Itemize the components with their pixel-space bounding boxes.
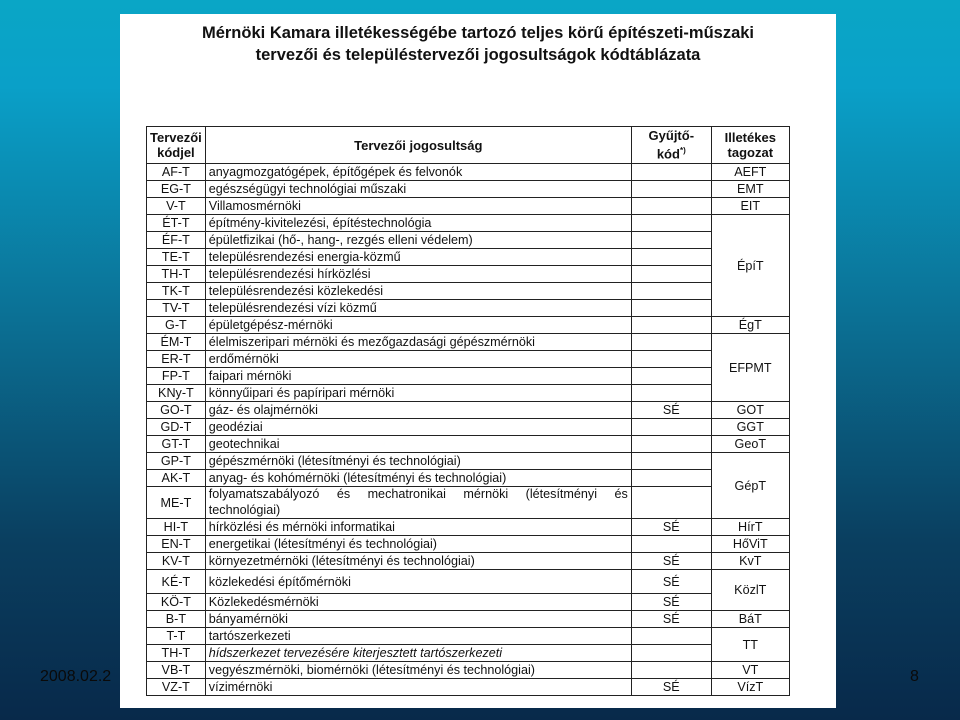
permissions-code-table — [146, 126, 790, 696]
row-section: BáT — [711, 611, 789, 628]
table-row — [147, 368, 790, 385]
row-code: KÉ-T — [147, 570, 206, 594]
row-permission: településrendezési energia-közmű — [205, 249, 631, 266]
row-code: ME-T — [147, 487, 206, 519]
table-row — [147, 317, 790, 334]
row-permission: környezetmérnöki (létesítményi és technológiai) — [205, 553, 631, 570]
row-code: GD-T — [147, 419, 206, 436]
row-collective — [631, 334, 711, 351]
table-row — [147, 611, 790, 628]
row-section: ÉgT — [711, 317, 789, 334]
table-row — [147, 594, 790, 611]
row-section: GGT — [711, 419, 789, 436]
row-collective — [631, 419, 711, 436]
row-permission: közlekedési építőmérnöki — [205, 570, 631, 594]
table-row — [147, 351, 790, 368]
document-title — [120, 22, 836, 66]
row-section: KözlT — [711, 570, 789, 611]
slide-date: 2008.02.2 — [40, 668, 112, 685]
row-code: TH-T — [147, 645, 206, 662]
row-permission: településrendezési hírközlési — [205, 266, 631, 283]
header-collective — [631, 127, 711, 164]
row-section: GépT — [711, 453, 789, 519]
row-code: TE-T — [147, 249, 206, 266]
row-section: ÉpíT — [711, 215, 789, 317]
row-code: TH-T — [147, 266, 206, 283]
row-code: ÉT-T — [147, 215, 206, 232]
slide-page-number: 8 — [910, 668, 919, 685]
title-line-1: Mérnöki Kamara illetékességébe tartozó teljes körű építészeti-műszaki — [201, 24, 755, 42]
row-collective: SÉ — [631, 570, 711, 594]
row-permission: gépészmérnöki (létesítményi és technológiai) — [205, 453, 631, 470]
table-row — [147, 215, 790, 232]
table-row — [147, 453, 790, 470]
row-section: VT — [711, 662, 789, 679]
row-permission: egészségügyi technológiai műszaki — [205, 181, 631, 198]
table-row — [147, 249, 790, 266]
row-section: GeoT — [711, 436, 789, 453]
row-permission: élelmiszeripari mérnöki és mezőgazdasági gépészmérnöki — [205, 334, 631, 351]
row-collective: SÉ — [631, 594, 711, 611]
table-row — [147, 645, 790, 662]
row-collective: SÉ — [631, 553, 711, 570]
row-collective — [631, 453, 711, 470]
table-row — [147, 385, 790, 402]
row-permission: anyag- és kohómérnöki (létesítményi és technológiai) — [205, 470, 631, 487]
row-code: B-T — [147, 611, 206, 628]
row-code: TK-T — [147, 283, 206, 300]
row-permission: hídszerkezet tervezésére kiterjesztett tartószerkezeti — [205, 645, 631, 662]
row-permission: folyamatszabályozó és mechatronikai mérnöki (létesítményi és technológiai) — [205, 487, 631, 519]
row-section: TT — [711, 628, 789, 662]
row-code: TV-T — [147, 300, 206, 317]
row-code: FP-T — [147, 368, 206, 385]
row-collective — [631, 487, 711, 519]
row-code: AK-T — [147, 470, 206, 487]
row-code: T-T — [147, 628, 206, 645]
row-code: EN-T — [147, 536, 206, 553]
table-row — [147, 536, 790, 553]
table-row — [147, 662, 790, 679]
row-collective — [631, 198, 711, 215]
row-permission: településrendezési vízi közmű — [205, 300, 631, 317]
row-collective: SÉ — [631, 519, 711, 536]
row-code: HI-T — [147, 519, 206, 536]
row-collective — [631, 181, 711, 198]
row-collective — [631, 249, 711, 266]
row-code: KNy-T — [147, 385, 206, 402]
header-collective-label: Gyűjtő-kód — [648, 128, 695, 162]
table-row — [147, 419, 790, 436]
row-code: KÖ-T — [147, 594, 206, 611]
table-header-row — [147, 127, 790, 164]
row-code: G-T — [147, 317, 206, 334]
table-row — [147, 436, 790, 453]
row-permission: erdőmérnöki — [205, 351, 631, 368]
table-row — [147, 198, 790, 215]
row-permission: geotechnikai — [205, 436, 631, 453]
row-collective — [631, 232, 711, 249]
row-collective: SÉ — [631, 611, 711, 628]
row-section: VízT — [711, 679, 789, 696]
row-section: HírT — [711, 519, 789, 536]
table-row — [147, 519, 790, 536]
row-section: KvT — [711, 553, 789, 570]
table-row — [147, 181, 790, 198]
row-section: GOT — [711, 402, 789, 419]
row-permission: könnyűipari és papíripari mérnöki — [205, 385, 631, 402]
row-permission: tartószerkezeti — [205, 628, 631, 645]
row-code: GP-T — [147, 453, 206, 470]
table-row — [147, 570, 790, 594]
header-permission: Tervezői jogosultság — [205, 127, 631, 164]
row-collective — [631, 385, 711, 402]
row-section: EFPMT — [711, 334, 789, 402]
row-permission: építmény-kivitelezési, építéstechnológia — [205, 215, 631, 232]
row-permission: energetikai (létesítményi és technológiai) — [205, 536, 631, 553]
table-row — [147, 300, 790, 317]
row-code: EG-T — [147, 181, 206, 198]
row-collective — [631, 628, 711, 645]
row-collective — [631, 470, 711, 487]
row-code: GT-T — [147, 436, 206, 453]
row-permission: gáz- és olajmérnöki — [205, 402, 631, 419]
row-permission: hírközlési és mérnöki informatikai — [205, 519, 631, 536]
row-collective: SÉ — [631, 679, 711, 696]
table-row — [147, 628, 790, 645]
row-collective — [631, 317, 711, 334]
header-collective-footnote: *) — [679, 146, 686, 156]
row-permission: Villamosmérnöki — [205, 198, 631, 215]
row-permission: Közlekedésmérnöki — [205, 594, 631, 611]
document-page — [120, 14, 836, 708]
row-code: ER-T — [147, 351, 206, 368]
table-row — [147, 553, 790, 570]
table-row — [147, 470, 790, 487]
row-code: ÉF-T — [147, 232, 206, 249]
row-code: VZ-T — [147, 679, 206, 696]
row-collective — [631, 300, 711, 317]
title-line-2: tervezői és településtervezői jogosultságok kódtáblázata — [255, 46, 701, 64]
row-code: GO-T — [147, 402, 206, 419]
row-permission: vegyészmérnöki, biomérnöki (létesítményi és technológiai) — [205, 662, 631, 679]
row-collective — [631, 215, 711, 232]
row-collective: SÉ — [631, 402, 711, 419]
row-collective — [631, 662, 711, 679]
row-permission: épületgépész-mérnöki — [205, 317, 631, 334]
table-row — [147, 164, 790, 181]
row-collective — [631, 351, 711, 368]
row-collective — [631, 536, 711, 553]
table-row — [147, 283, 790, 300]
row-collective — [631, 436, 711, 453]
table-row — [147, 487, 790, 519]
table-row — [147, 266, 790, 283]
header-code: Tervezői kódjel — [147, 127, 206, 164]
row-code: V-T — [147, 198, 206, 215]
header-section: Illetékes tagozat — [711, 127, 789, 164]
row-collective — [631, 266, 711, 283]
row-section: EMT — [711, 181, 789, 198]
row-section: EIT — [711, 198, 789, 215]
row-code: AF-T — [147, 164, 206, 181]
row-permission: faipari mérnöki — [205, 368, 631, 385]
row-code: ÉM-T — [147, 334, 206, 351]
table-row — [147, 402, 790, 419]
row-section: HőViT — [711, 536, 789, 553]
row-permission: geodéziai — [205, 419, 631, 436]
row-collective — [631, 645, 711, 662]
row-permission: településrendezési közlekedési — [205, 283, 631, 300]
row-permission: anyagmozgatógépek, építőgépek és felvonók — [205, 164, 631, 181]
table-row — [147, 334, 790, 351]
row-permission: épületfizikai (hő-, hang-, rezgés elleni védelem) — [205, 232, 631, 249]
row-collective — [631, 164, 711, 181]
table-row — [147, 232, 790, 249]
row-section: AEFT — [711, 164, 789, 181]
row-permission: vízimérnöki — [205, 679, 631, 696]
row-collective — [631, 283, 711, 300]
row-code: KV-T — [147, 553, 206, 570]
row-collective — [631, 368, 711, 385]
table-row — [147, 679, 790, 696]
row-code: VB-T — [147, 662, 206, 679]
row-permission: bányamérnöki — [205, 611, 631, 628]
